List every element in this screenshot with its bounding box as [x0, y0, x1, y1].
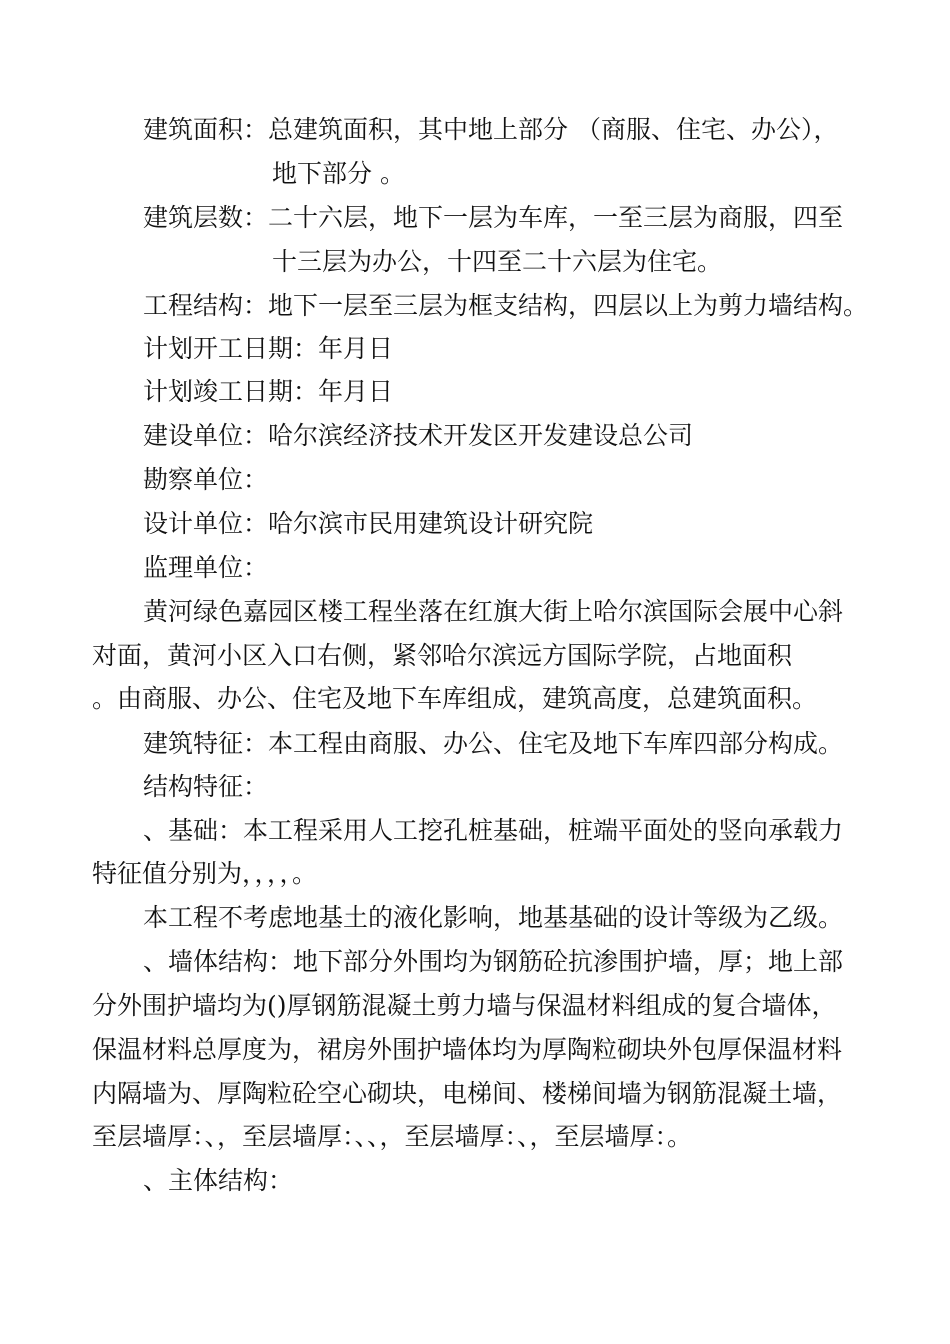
- wall-structure-line-1: 、墙体结构：地下部分外围均为钢筋砼抗渗围护墙，厚；地上部: [143, 947, 844, 976]
- overview-line-1: 黄河绿色嘉园区楼工程坐落在红旗大街上哈尔滨国际会展中心斜: [143, 597, 844, 626]
- survey-unit: 勘察单位：: [143, 465, 269, 494]
- building-area-line-1: 建筑面积：总建筑面积，其中地上部分 （商服、住宅、办公），: [143, 115, 839, 144]
- wall-structure-line-3: 保温材料总厚度为，裙房外围护墙体均为厚陶粒砌块外包厚保温材料: [92, 1035, 843, 1064]
- wall-structure-line-5: 至层墙厚：、，至层墙厚：、、，至层墙厚：、，至层墙厚：。: [92, 1122, 693, 1151]
- planned-start-date: 计划开工日期：年月日: [143, 334, 394, 363]
- design-unit: 设计单位：哈尔滨市民用建筑设计研究院: [143, 509, 594, 538]
- supervision-unit: 监理单位：: [143, 553, 269, 582]
- building-area-line-2: 地下部分 。: [272, 159, 405, 188]
- structural-features-title: 结构特征：: [143, 772, 269, 801]
- wall-structure-line-4: 内隔墙为、厚陶粒砼空心砌块，电梯间、楼梯间墙为钢筋混凝土墙，: [92, 1079, 843, 1108]
- building-floors-line-2: 十三层为办公，十四至二十六层为住宅。: [272, 247, 723, 276]
- wall-structure-line-2: 分外围护墙均为()厚钢筋混凝土剪力墙与保温材料组成的复合墙体，: [92, 991, 837, 1020]
- liquefaction-note: 本工程不考虑地基土的液化影响，地基基础的设计等级为乙级。: [143, 903, 844, 932]
- engineering-structure: 工程结构：地下一层至三层为框支结构，四层以上为剪力墙结构。: [143, 291, 869, 320]
- overview-line-3: 。由商服、办公、住宅及地下车库组成，建筑高度，总建筑面积。: [92, 684, 818, 713]
- main-structure-title: 、主体结构：: [143, 1166, 294, 1195]
- foundation-line-2: 特征值分别为，，，，。: [92, 859, 318, 888]
- overview-line-2: 对面，黄河小区入口右侧，紧邻哈尔滨远方国际学院，占地面积: [92, 641, 793, 670]
- planned-completion-date: 计划竣工日期：年月日: [143, 377, 394, 406]
- construction-unit: 建设单位：哈尔滨经济技术开发区开发建设总公司: [143, 421, 694, 450]
- building-floors-line-1: 建筑层数：二十六层，地下一层为车库，一至三层为商服，四至: [143, 203, 844, 232]
- building-features: 建筑特征：本工程由商服、办公、住宅及地下车库四部分构成。: [143, 729, 844, 758]
- foundation-line-1: 、基础：本工程采用人工挖孔桩基础，桩端平面处的竖向承载力: [143, 816, 844, 845]
